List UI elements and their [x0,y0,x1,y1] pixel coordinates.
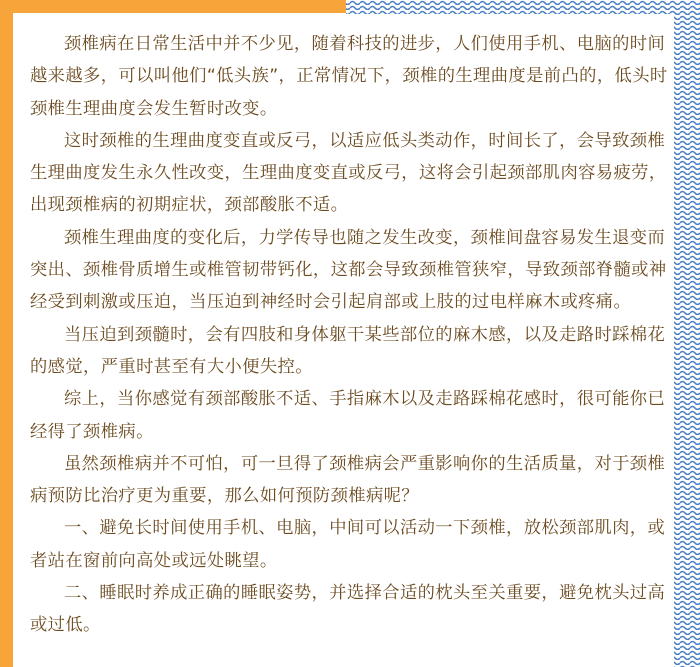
paragraph: 二、睡眠时养成正确的睡眠姿势，并选择合适的枕头至关重要，避免枕头过高或过低。 [30,583,666,636]
paragraph: 综上，当你感觉有颈部酸胀不适、手指麻木以及走路踩棉花感时，很可能你已经得了颈椎病。 [30,389,666,442]
paragraph: 虽然颈椎病并不可怕，可一旦得了颈椎病会严重影响你的生活质量，对于颈椎病预防比治疗更为重要，那么如何预防颈椎病呢？ [30,453,666,507]
paragraph: 这时颈椎的生理曲度变直或反弓，以适应低头类动作，时间长了，会导致颈椎生理曲度发生永久性改变，生理曲度变直或反弓，这将会引起颈部肌肉容易疲劳，出现颈椎病的初期症状，颈部酸胀不适。 [30,130,667,216]
paragraph: 颈椎病在日常生活中并不少见，随着科技的进步，人们使用手机、电脑的时间越来越多，可以叫他们“低头族”，正常情况下，颈椎的生理曲度是前凸的，低头时颈椎生理曲度会发生暂时改变。 [30,34,668,119]
paragraph: 颈椎生理曲度的变化后，力学传导也随之发生改变，颈椎间盘容易发生退变而突出、颈椎骨质增生或椎管韧带钙化，这都会导致颈椎管狭窄，导致颈部脊髓或神经受到刺激或压迫，当压迫到神经时会引起肩部或上肢的过电样麻木或疼痛。 [30,227,667,313]
paragraph: 一、避免长时间使用手机、电脑，中间可以活动一下颈椎，放松颈部肌肉，或者站在窗前向高处或远处眺望。 [30,518,666,571]
article-body [30,28,670,642]
paragraph: 当压迫到颈髓时，会有四肢和身体躯干某些部位的麻木感，以及走路时踩棉花的感觉，严重时甚至有大小便失控。 [30,324,666,377]
